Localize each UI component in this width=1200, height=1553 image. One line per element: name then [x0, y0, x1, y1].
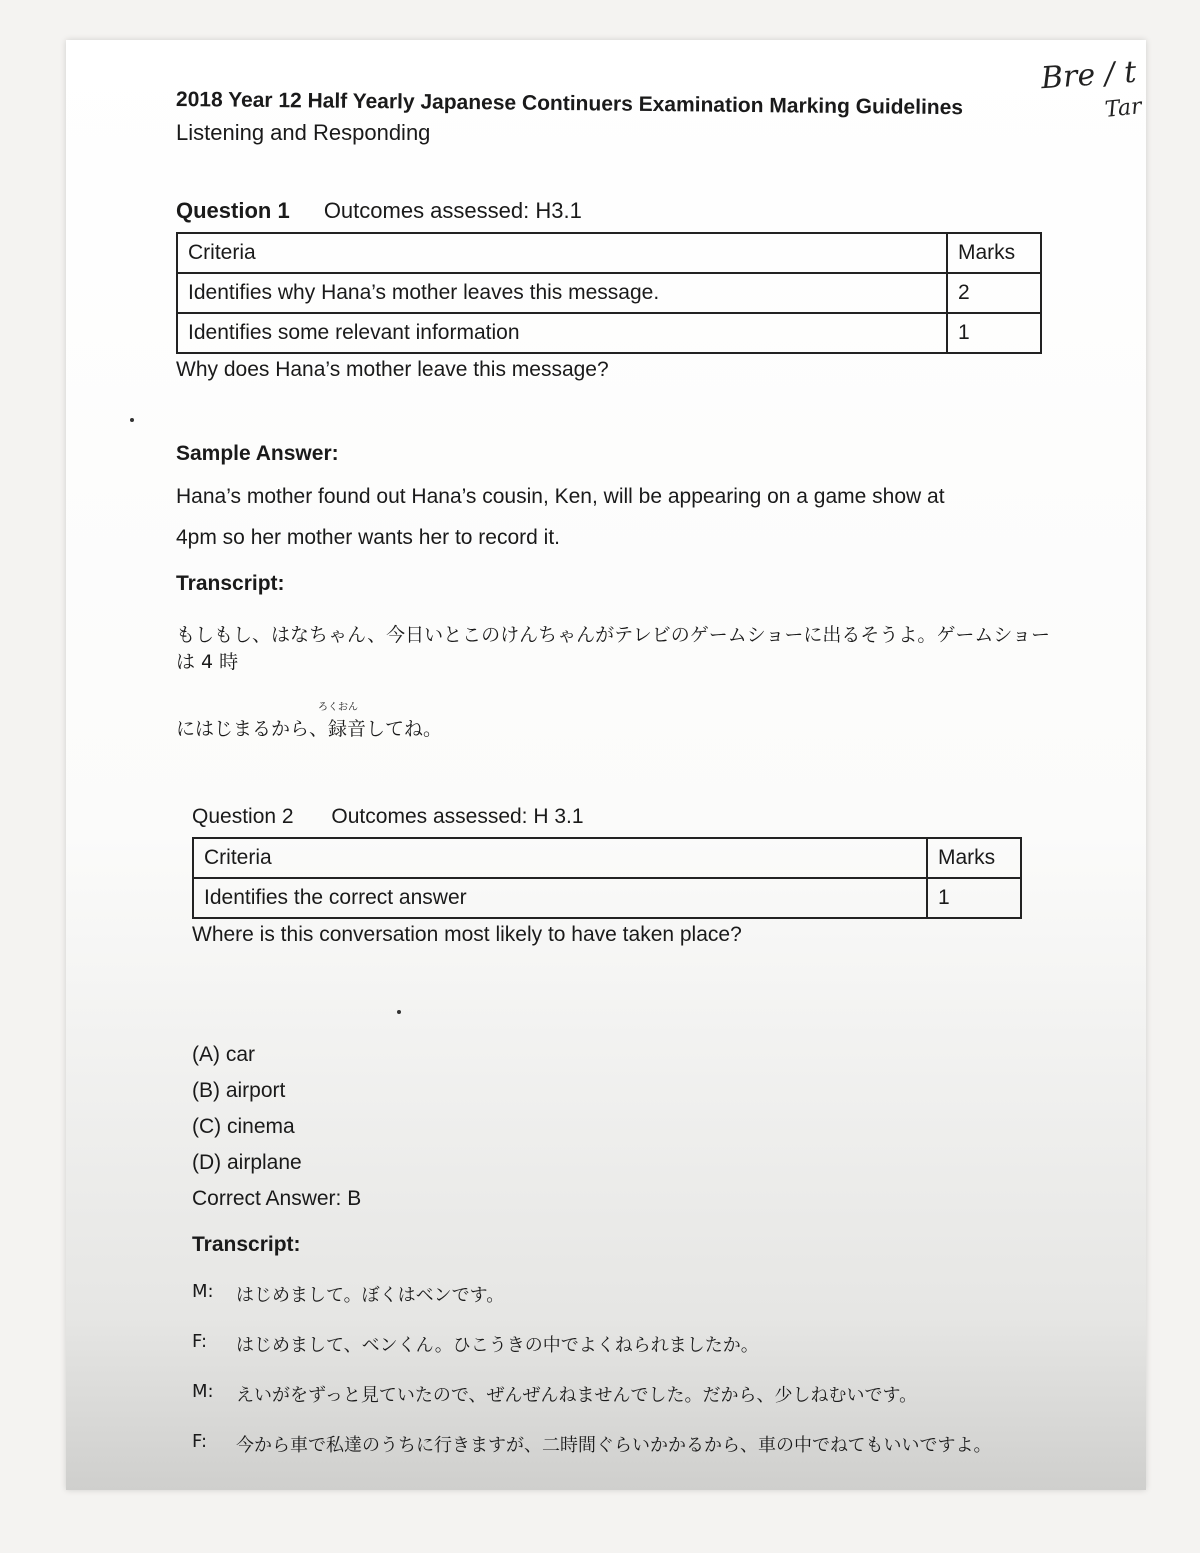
- q2-number: Question 2: [192, 805, 294, 828]
- q2-transcript-label: Transcript:: [192, 1233, 301, 1256]
- speaker: M:: [192, 1381, 214, 1402]
- sample-answer-label: Sample Answer:: [176, 442, 339, 465]
- q2-outcomes: Outcomes assessed: H 3.1: [331, 805, 584, 828]
- q1-transcript-label: Transcript:: [176, 572, 285, 595]
- q1-question: Why does Hana’s mother leave this message?: [176, 358, 609, 381]
- option-c: (C) cinema: [192, 1115, 295, 1138]
- table-header-row: [177, 233, 1041, 273]
- transcript-line: [192, 1381, 1056, 1407]
- q1-outcomes: Outcomes assessed: H3.1: [323, 198, 582, 223]
- handwritten-note-2: Tar: [1104, 94, 1144, 123]
- speck: [130, 418, 134, 422]
- speaker: F:: [192, 1331, 208, 1352]
- utterance: 今から車で私達のうちに行きますが、二時間ぐらいかかるから、車の中でねてもいいですよ。: [236, 1435, 992, 1456]
- transcript-line: [192, 1331, 1056, 1357]
- criteria-header: Criteria: [177, 233, 947, 273]
- utterance: えいがをずっと見ていたので、ぜんぜんねませんでした。だから、少しねむいです。: [236, 1385, 918, 1406]
- q1-transcript-line-2: [176, 702, 1056, 741]
- marks-cell: 1: [927, 878, 1021, 918]
- question-2-section: [192, 805, 1056, 1457]
- option-d: (D) airplane: [192, 1151, 302, 1174]
- marks-header: Marks: [927, 838, 1021, 878]
- speaker: F:: [192, 1431, 208, 1452]
- table-row: [193, 878, 1021, 918]
- q1-heading: [176, 198, 1056, 224]
- marks-cell: 1: [947, 313, 1041, 353]
- utterance: はじめまして。ぼくはベンです。: [236, 1285, 505, 1306]
- marks-cell: 2: [947, 273, 1041, 313]
- document-subtitle: Listening and Responding: [176, 120, 431, 145]
- furigana: ろくおん: [318, 702, 358, 713]
- q1-transcript-line: もしもし、はなちゃん、今日いとこのけんちゃんがテレビのゲームショーに出るそうよ。ゲームショーは 4 時: [176, 624, 1051, 673]
- correct-answer: Correct Answer: B: [192, 1187, 362, 1210]
- q1-criteria-table: [176, 232, 1042, 354]
- transcript-line: [192, 1431, 1056, 1457]
- criteria-cell: Identifies the correct answer: [193, 878, 927, 918]
- q2-heading: [192, 805, 1056, 829]
- sample-answer-line: 4pm so her mother wants her to record it.: [176, 526, 560, 549]
- criteria-cell: Identifies some relevant information: [177, 313, 947, 353]
- criteria-header: Criteria: [193, 838, 927, 878]
- handwritten-note: Bre / t: [1039, 54, 1138, 97]
- table-row: [177, 273, 1041, 313]
- utterance: はじめまして、ベンくん。ひこうきの中でよくねられましたか。: [236, 1335, 759, 1356]
- marks-header: Marks: [947, 233, 1041, 273]
- q1-number: Question 1: [176, 198, 290, 223]
- table-row: [177, 313, 1041, 353]
- q2-criteria-table: [192, 837, 1022, 919]
- transcript-line: [192, 1281, 1056, 1307]
- sample-answer-text: [176, 476, 1056, 558]
- document-title: 2018 Year 12 Half Yearly Japanese Continuers Examination Marking Guidelines: [175, 88, 964, 120]
- document-body: [176, 88, 1056, 1457]
- option-b: (B) airport: [192, 1079, 286, 1102]
- option-a: (A) car: [192, 1043, 255, 1066]
- speaker: M:: [192, 1281, 214, 1302]
- q2-options: [192, 1043, 1056, 1175]
- table-header-row: [193, 838, 1021, 878]
- sample-answer-line: Hana’s mother found out Hana’s cousin, Ken, will be appearing on a game show at: [176, 485, 945, 508]
- q1-transcript-text: にはじまるから、録音してね。: [176, 718, 443, 740]
- criteria-cell: Identifies why Hana’s mother leaves this message.: [177, 273, 947, 313]
- q2-question: Where is this conversation most likely to have taken place?: [192, 923, 742, 946]
